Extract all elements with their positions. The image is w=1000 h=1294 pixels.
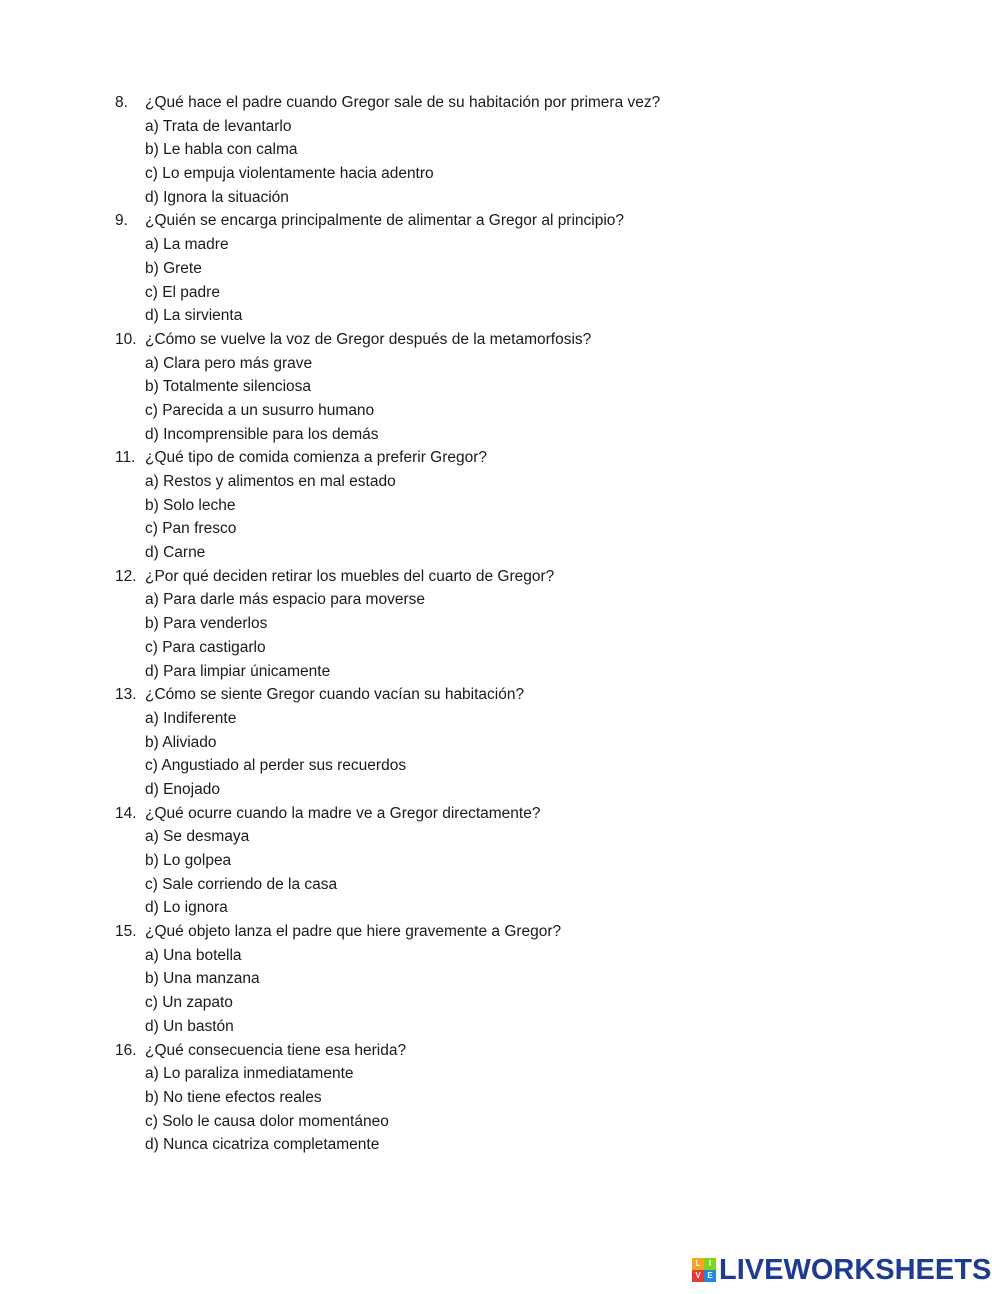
answer-option[interactable]: a) Trata de levantarlo [145, 117, 292, 135]
question-block [115, 91, 915, 209]
question-line [115, 328, 915, 352]
question-number: 9. [115, 212, 128, 230]
question-block [115, 683, 915, 801]
question-number: 10. [115, 330, 137, 348]
answer-option[interactable]: a) Indiferente [145, 709, 237, 727]
answer-option[interactable]: a) Lo paraliza inmediatamente [145, 1065, 354, 1083]
worksheet-question-list [115, 91, 915, 1157]
answer-option[interactable]: c) Pan fresco [145, 520, 237, 538]
answer-option[interactable]: a) Una botella [145, 946, 242, 964]
answer-option[interactable]: a) Para darle más espacio para moverse [145, 591, 425, 609]
answer-option[interactable]: a) Se desmaya [145, 828, 250, 846]
question-line [115, 209, 915, 233]
answer-option[interactable]: b) Grete [145, 259, 202, 277]
question-block [115, 565, 915, 683]
question-block [115, 446, 915, 564]
answer-option[interactable]: d) Un bastón [145, 1017, 234, 1035]
answer-option[interactable]: a) Restos y alimentos en mal estado [145, 473, 396, 490]
question-number: 11. [115, 449, 136, 467]
brand-wordmark: LIVEWORKSHEETS [719, 1254, 992, 1286]
answer-option[interactable]: c) Para castigarlo [145, 638, 266, 656]
answer-option[interactable]: c) El padre [145, 283, 220, 301]
logo-letter-v: V [692, 1270, 704, 1282]
answer-option[interactable]: d) Ignora la situación [145, 188, 289, 206]
question-text: ¿Qué hace el padre cuando Gregor sale de su habitación por primera vez? [145, 94, 661, 111]
question-text: ¿Cómo se siente Gregor cuando vacían su habitación? [145, 686, 525, 704]
question-block [115, 328, 915, 446]
answer-option[interactable]: a) Clara pero más grave [145, 354, 313, 372]
logo-letter-e: E [704, 1270, 716, 1282]
question-text: ¿Quién se encarga principalmente de alimentar a Gregor al principio? [145, 212, 625, 230]
liveworksheets-logo-icon [692, 1258, 716, 1282]
answer-option[interactable]: b) Para venderlos [145, 615, 268, 633]
question-block [115, 209, 915, 327]
answer-option[interactable]: b) Una manzana [145, 970, 260, 988]
answer-option[interactable]: d) La sirvienta [145, 307, 243, 325]
answer-option[interactable]: c) Un zapato [145, 994, 233, 1012]
question-number: 8. [115, 94, 128, 111]
answer-option[interactable]: c) Sale corriendo de la casa [145, 875, 338, 893]
answer-option[interactable]: c) Parecida a un susurro humano [145, 401, 375, 419]
answer-option[interactable]: d) Carne [145, 544, 206, 562]
question-line [115, 802, 915, 826]
answer-option[interactable]: a) La madre [145, 236, 229, 254]
answer-option[interactable]: d) Lo ignora [145, 899, 228, 917]
answer-option[interactable]: b) Solo leche [145, 496, 236, 514]
question-text: ¿Cómo se vuelve la voz de Gregor después de la metamorfosis? [145, 330, 592, 348]
answer-option[interactable]: b) No tiene efectos reales [145, 1088, 322, 1106]
question-line [115, 1039, 915, 1063]
question-text: ¿Qué consecuencia tiene esa herida? [145, 1041, 407, 1059]
question-line [115, 565, 915, 589]
question-number: 15. [115, 923, 137, 941]
question-line [115, 446, 915, 470]
question-line [115, 91, 915, 115]
answer-option[interactable]: c) Angustiado al perder sus recuerdos [145, 757, 407, 775]
question-text: ¿Qué tipo de comida comienza a preferir Gregor? [145, 449, 488, 467]
logo-letter-i: I [704, 1258, 716, 1270]
answer-option[interactable]: b) Totalmente silenciosa [145, 378, 311, 396]
question-line [115, 920, 915, 944]
question-block [115, 802, 915, 920]
answer-option[interactable]: b) Aliviado [145, 733, 217, 751]
question-line [115, 683, 915, 707]
question-text: ¿Por qué deciden retirar los muebles del cuarto de Gregor? [145, 567, 555, 585]
question-text: ¿Qué ocurre cuando la madre ve a Gregor directamente? [145, 804, 541, 822]
question-number: 12. [115, 567, 137, 585]
question-number: 16. [115, 1041, 137, 1059]
answer-option[interactable]: d) Para limpiar únicamente [145, 662, 331, 680]
answer-option[interactable]: d) Enojado [145, 780, 220, 798]
answer-option[interactable]: c) Lo empuja violentamente hacia adentro [145, 165, 434, 183]
question-number: 14. [115, 804, 137, 822]
answer-option[interactable]: c) Solo le causa dolor momentáneo [145, 1112, 389, 1130]
liveworksheets-brand[interactable] [692, 1255, 991, 1285]
question-number: 13. [115, 686, 137, 704]
answer-option[interactable]: d) Nunca cicatriza completamente [145, 1136, 380, 1154]
question-block [115, 920, 915, 1038]
answer-option[interactable]: b) Lo golpea [145, 852, 232, 869]
question-block [115, 1039, 915, 1157]
answer-option[interactable]: d) Incomprensible para los demás [145, 425, 379, 443]
question-text: ¿Qué objeto lanza el padre que hiere gravemente a Gregor? [145, 923, 562, 941]
logo-letter-l: L [692, 1258, 704, 1270]
answer-option[interactable]: b) Le habla con calma [145, 141, 298, 159]
